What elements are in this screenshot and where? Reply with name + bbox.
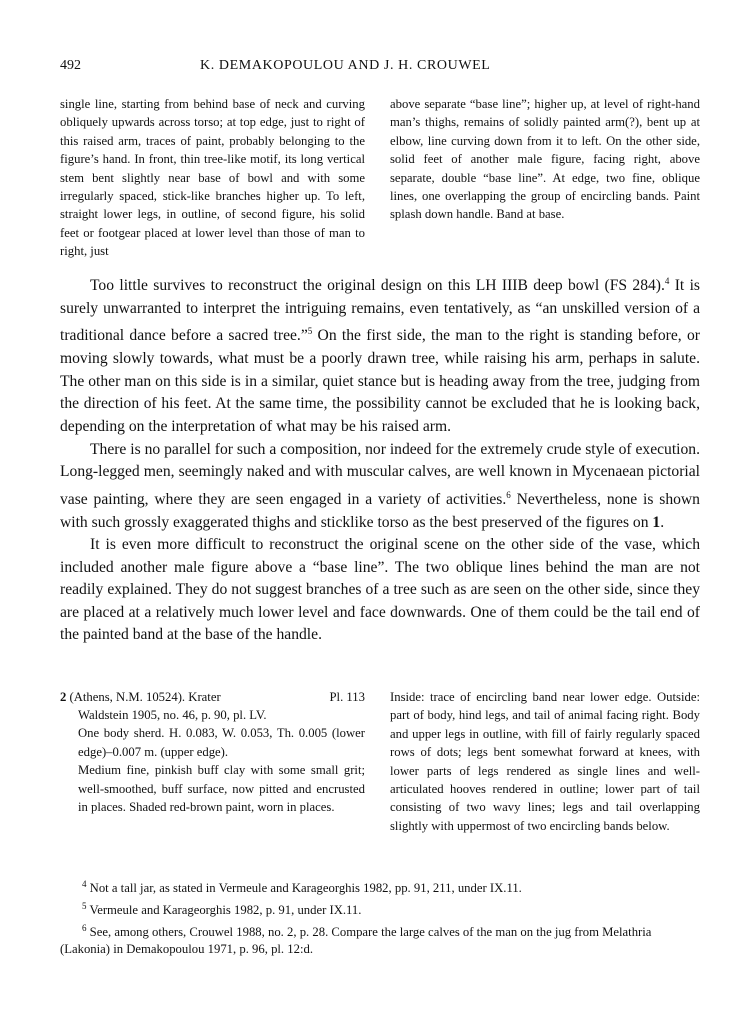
catalogue-entry-2 xyxy=(60,688,700,858)
entry-fabric: Medium fine, pinkish buff clay with some small grit; well-smoothed, buff surface, now pitted and encrusted in places. Shaded red-brown paint, worn in places. xyxy=(78,763,365,815)
entry-title: (Athens, N.M. 10524). Krater xyxy=(66,690,221,704)
plate-reference: Pl. 113 xyxy=(329,690,365,704)
entry-left-column xyxy=(60,688,365,816)
entry-heading xyxy=(60,688,365,706)
entry-dimensions: One body sherd. H. 0.083, W. 0.053, Th. 0.005 (lower edge)–0.007 m. (upper edge). xyxy=(78,726,365,759)
page-number: 492 xyxy=(60,58,81,73)
footnote-4: $^4$ Not a tall jar, as stated in Vermeule and Karageorghis 1982, pp. 91, 211, under IX.11. xyxy=(82,879,522,896)
entry-description: Inside: trace of encircling band near lower edge. Outside: part of body, hind legs, and tail of animal facing right. Body and upper legs in outline, with fill of fairly regularly spaced rows of dots; legs bent somewhat forward at knees, with lower parts of legs rendered as single lines and well-articulated hooves rendered in outline; lower part of tail consisting of two wavy lines; legs and tail overlapping slightly with uppermost of two encircling bands below. xyxy=(390,690,700,833)
footnote-6: $^6$ See, among others, Crouwel 1988, no. 2, p. 28. Compare the large calves of the man on the jug from Melathria (Lakonia) in Demakopoulou 1971, p. 96, pl. 12:d. xyxy=(60,922,652,957)
paragraph-1: Too little survives to reconstruct the original design on this LH IIIB deep bowl (FS 284).$^4$ It is surely unwarranted to interpret the intriguing remains, even tentatively, as “an unskilled version of a traditional dance before a sacred tree.”$^5$ On the first side, the man to the right is standing before, or moving slowly towards, what must be a poorly drawn tree, while raising his arm, perhaps in salute. The other man on this side is in a similar, quiet stance but is heading away from the tree, judging from the direction of his feet. At the same time, the possibility cannot be excluded that he is looking back, depending on the interpretation of what may be his raised arm. xyxy=(60,276,700,435)
footnote-ref-4[interactable]: 4 xyxy=(664,276,670,286)
footnotes xyxy=(60,876,700,959)
footnote-ref-6[interactable]: 6 xyxy=(506,489,511,500)
discussion-text xyxy=(60,270,700,647)
footnote-5: $^5$ Vermeule and Karageorghis 1982, p. 91, under IX.11. xyxy=(82,900,362,918)
paragraph-3: It is even more difficult to reconstruct the original scene on the other side of the vase, which included another male figure above a “base line”. The two oblique lines behind the man are not readily explained. They do not suggest branches of a tree such as are seen on the other side, since they are placed at a relatively much lower level and face downwards. One of them could be the tail end of the painted band at the base of the handle. xyxy=(60,536,700,644)
paragraph-2: There is no parallel for such a composition, nor indeed for the extremely crude style of execution. Long-legged men, seemingly naked and with muscular calves, are well known in Mycenaean pictorial vase painting, where they are seen engaged in a variety of activities.$^6$ Nevertheless, none is shown with such grossly exaggerated thighs and sticklike torso as the best preserved of the figures on 1. xyxy=(60,440,700,531)
entry-bibliography: Waldstein 1905, no. 46, p. 90, pl. LV. xyxy=(78,708,267,722)
catalogue-continuation xyxy=(60,95,700,259)
left-column-text: single line, starting from behind base of neck and curving obliquely upwards across torso; at top edge, just to right of this raised arm, traces of paint, probably belonging to the figure’s hand. In front, thin tree-like motif, its long vertical stem bent slightly near base of bowl and with some irregularly spaced, stick-like branches higher up. To left, straight lower legs, in outline, of second figure, his solid feet or footgear placed at lower level than those of man to right, just xyxy=(60,97,365,259)
entry-number: 2 xyxy=(60,690,67,704)
right-column-text: above separate “base line”; higher up, at level of right-hand man’s thighs, remains of solidly painted arm(?), bent up at elbow, line curving down from it to left. On the other side, solid feet of another male figure, facing right, above separate, double “base line”. At edge, two fine, oblique lines, one overlapping the group of encircling bands. Paint splash down handle. Band at base. xyxy=(390,97,700,222)
page-header xyxy=(60,58,697,78)
running-head: K. DEMAKOPOULOU AND J. H. CROUWEL xyxy=(200,58,491,73)
footnote-ref-5[interactable]: 5 xyxy=(307,326,313,337)
entry-right-column xyxy=(390,688,700,835)
